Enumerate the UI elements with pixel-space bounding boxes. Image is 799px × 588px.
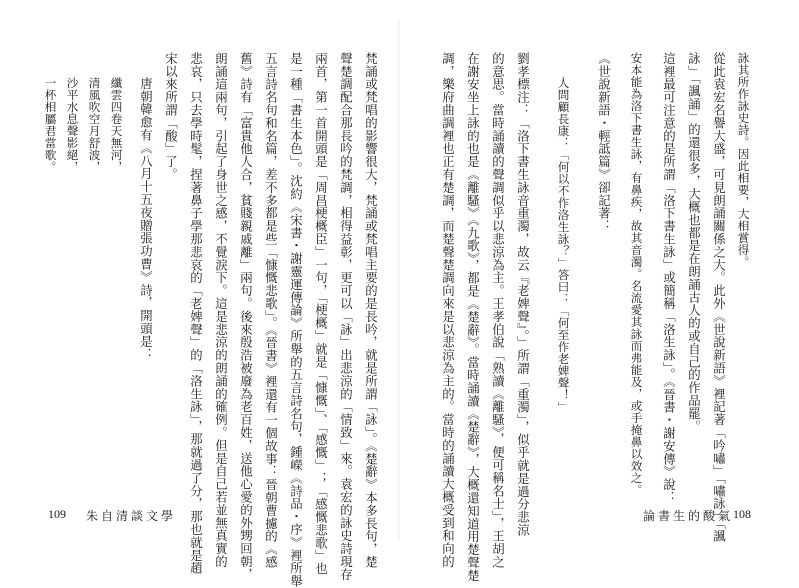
text-column: 宋以來所謂「酸」了。	[163, 52, 179, 181]
poem-line: 纖雲四卷天無河，	[109, 77, 124, 173]
text-column: 是一種「書生本色」。沈約《宋書・謝靈運傳論》所舉的五言詩名句，鍾嶸《詩品・序》裡所舉	[288, 52, 304, 588]
page-number: 108	[733, 507, 751, 521]
text-column: 這裡最可注意的是所謂「洛下書生詠」或簡稱「洛生詠」。《晉書・謝安傳》說：	[661, 52, 677, 504]
poem-line: 沙平水息聲影絕，	[65, 77, 80, 173]
text-column: 悲哀，只去學時髦，捏著鼻子學那悲哀的「老婢聲」的「洛生詠」，那就過了分，那也就是趙	[188, 52, 204, 575]
text-column: 《世說新語・輕詆篇》卻記著：	[596, 52, 612, 233]
text-column: 唐朝韓愈有《八月十五夜贈張功曹》詩，開頭是：	[138, 77, 154, 361]
text-column: 兩首，第一首開頭是「周昌梗概臣」一句，「梗概」就是「慷慨」、「感慨」；「感慨悲歌」也	[313, 52, 329, 576]
text-column: 從此袁宏名譽大盛，可見朗誦關係之大。此外《世說新語》裡記著「吟嘯」「嘯詠」「諷	[711, 52, 727, 543]
running-head: 朱自清談文學	[86, 509, 177, 523]
text-column: 梵誦或梵唱的影響很大，梵誦或梵唱主要的是長吟，就是所謂「詠」。《楚辭》本多長句，楚	[363, 52, 379, 569]
text-column: 安本能為洛下書生詠，有鼻疾，故其音濁。名流愛其詠而弗能及，或手掩鼻以效之。	[629, 52, 644, 496]
running-head: 論書生的酸氣	[643, 509, 734, 523]
poem-line: 一杯相屬君當歌。	[43, 77, 58, 173]
text-column: 詠」「諷誦」的還很多，大概也都是在朗誦古人的或自己的作品罷。	[686, 52, 702, 433]
page-number: 109	[48, 507, 66, 521]
text-column: 的意思。當時誦讀的聲調似乎以悲涼為主。王孝伯說「熟讀《離騷》，便可稱名士」，王胡之	[490, 52, 506, 569]
text-column: 劉孝標注：「洛下書生詠音重濁，故云『老婢聲』。」所謂「重濁」，似乎就是過分悲涼	[515, 52, 531, 537]
text-column: 調，樂府曲調裡也正有楚調，而楚聲楚調向來是以悲涼為主的。當時的誦讀大概受到和向的	[440, 52, 456, 568]
text-column: 聲楚調配合那長吟的梵調，相得益彰，更可以「詠」出悲涼的「情致」來。袁宏的詠史詩現存	[338, 52, 354, 581]
page-gutter	[398, 20, 400, 540]
text-column: 在謝安坐上詠的也是《離騷》《九歌》，都是《楚辭》。當時誦讀《楚辭》，大概還知道用楚聲楚	[465, 52, 481, 582]
poem-line: 清風吹空月舒波，	[87, 77, 102, 173]
text-column: 朗誦這兩句，引起了身世之感，不覺淚下。這是悲涼的朗誦的確例。但是自己若並無真實的	[213, 52, 229, 568]
text-column: 詠其所作詠史詩。因此相要，大相賞得。	[736, 52, 751, 268]
text-column: 五言詩名句和名篇，差不多都是些「慷慨悲歌」。《晉書》裡還有一個故事：晉朝曹攄的《感	[263, 52, 279, 569]
text-column: 人問顧長康：「何以不作洛生詠？」答曰：「何至作老婢聲！」	[556, 77, 571, 413]
text-column: 舊》詩有「富貴他人合，貧賤親戚離」兩句。後來殷浩被廢為老百姓，送他心愛的外甥回朝，	[238, 52, 254, 581]
